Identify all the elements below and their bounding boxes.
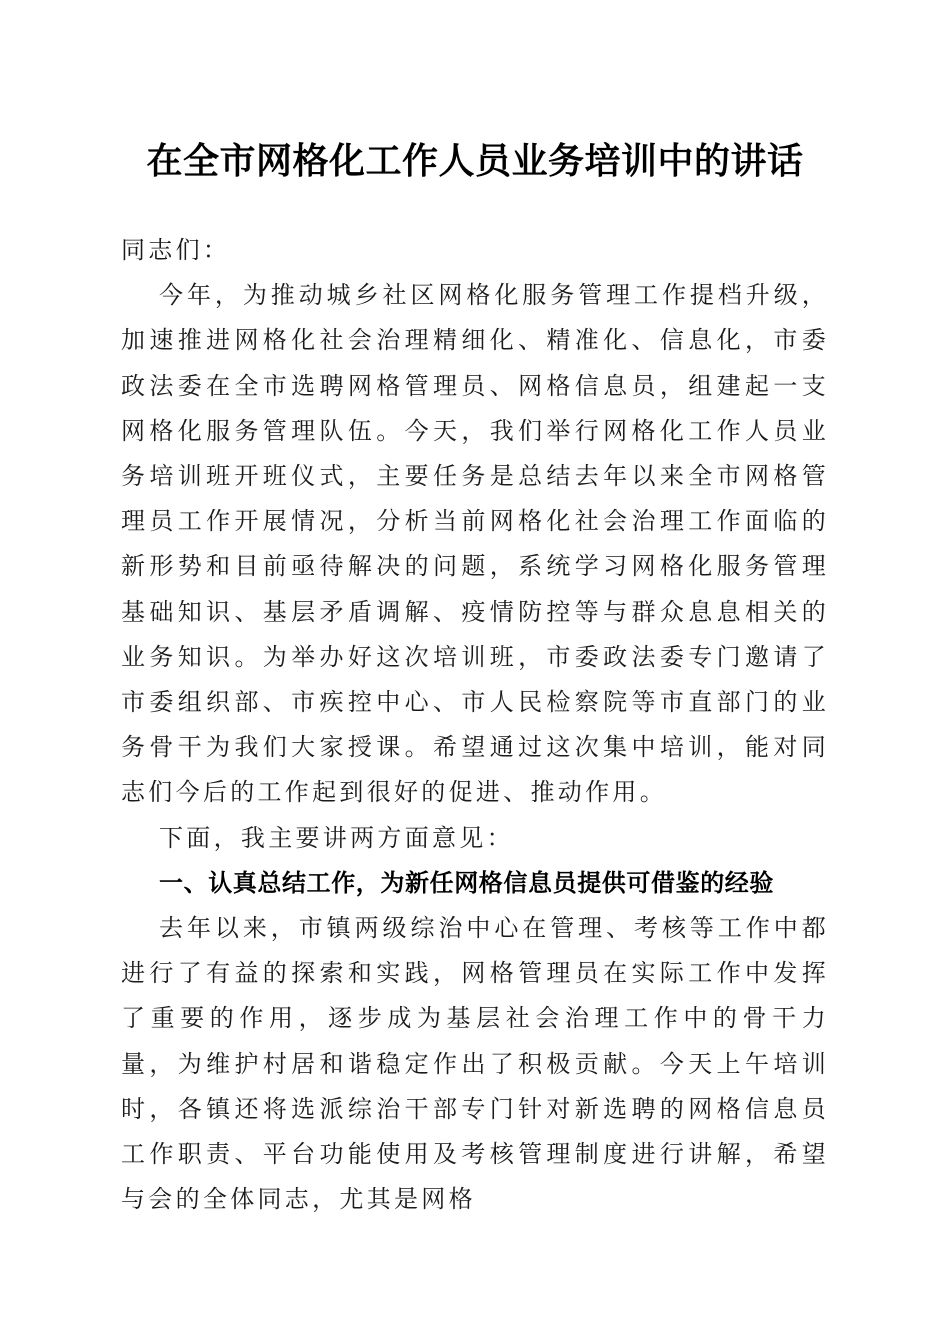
paragraph-outline: 下面，我主要讲两方面意见：: [159, 823, 514, 852]
section-heading-1: 一、认真总结工作，为新任网格信息员提供可借鉴的经验: [159, 868, 774, 897]
document-body: [121, 228, 829, 1222]
salutation: 同志们：: [121, 236, 231, 264]
section-1-paragraph: 去年以来，市镇两级综治中心在管理、考核等工作中都进行了有益的探索和实践，网格管理员在实际工作中发挥了重要的作用，逐步成为基层社会治理工作中的骨干力量，为维护村居和谐稳定作出了积极贡献。今天上午培训时，各镇还将选派综治干部专门针对新选聘的网格信息员工作职责、平台功能使用及考核管理制度进行讲解，希望与会的全体同志，尤其是网格: [121, 914, 829, 1214]
paragraph-intro: 今年，为推动城乡社区网格化服务管理工作提档升级，加速推进网格化社会治理精细化、精准化、信息化，市委政法委在全市选聘网格管理员、网格信息员，组建起一支网格化服务管理队伍。今天，我们举行网格化工作人员业务培训班开班仪式，主要任务是总结去年以来全市网格管理员工作开展情况，分析当前网格化社会治理工作面临的新形势和目前亟待解决的问题，系统学习网格化服务管理基础知识、基层矛盾调解、疫情防控等与群众息息相关的业务知识。为举办好这次培训班，市委政法委专门邀请了市委组织部、市疾控中心、市人民检察院等市直部门的业务骨干为我们大家授课。希望通过这次集中培训，能对同志们今后的工作起到很好的促进、推动作用。: [121, 281, 829, 807]
document-title: 在全市网格化工作人员业务培训中的讲话: [146, 140, 804, 182]
